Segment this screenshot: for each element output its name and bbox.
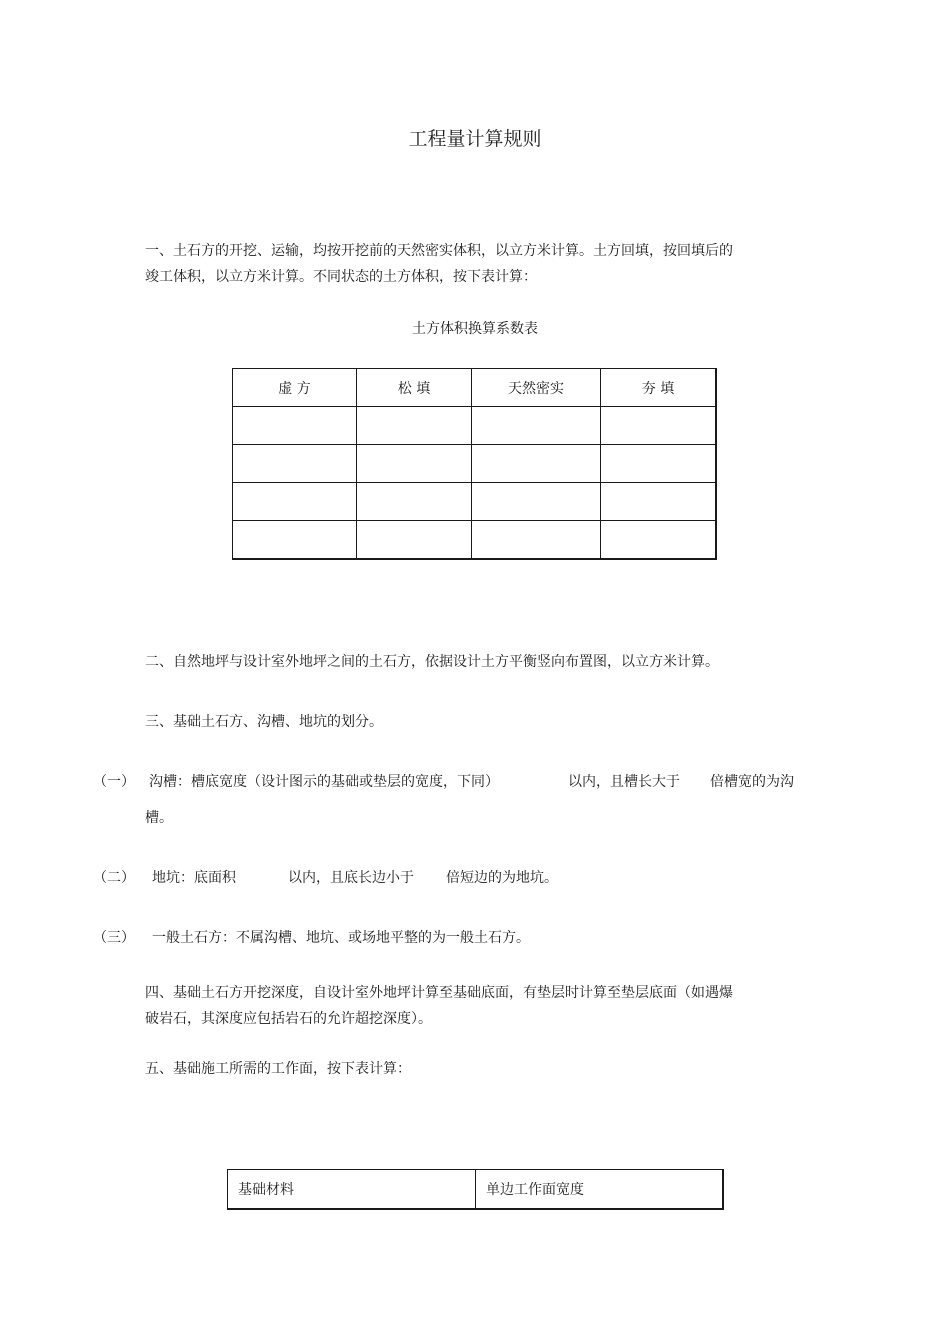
- item-1-text-a: 沟槽：槽底宽度（设计图示的基础或垫层的宽度，下同）: [149, 774, 499, 790]
- section-4-line-1: 四、基础土石方开挖深度，自设计室外地坪计算至基础底面，有垫层时计算至垫层底面（如遇爆: [145, 985, 733, 1001]
- item-2-text-b: 以内，且底长边小于: [288, 870, 414, 886]
- table-row: [233, 521, 717, 560]
- table-cell: [233, 407, 357, 445]
- item-1-text-b: 以内，且槽长大于: [568, 774, 680, 790]
- section-2: 二、自然地坪与设计室外地坪之间的土石方，依据设计土方平衡竖向布置图，以立方米计算。: [145, 654, 719, 670]
- table-header-cell: 松 填: [357, 369, 472, 407]
- item-2-text-c: 倍短边的为地坑。: [446, 870, 558, 886]
- section-5: 五、基础施工所需的工作面，按下表计算：: [145, 1061, 411, 1077]
- table-header-cell: 单边工作面宽度: [476, 1170, 724, 1210]
- table-cell: [472, 483, 601, 521]
- item-1-text-c: 倍槽宽的为沟: [710, 774, 794, 790]
- item-3-number: （三）: [93, 930, 135, 946]
- table-row: [233, 445, 717, 483]
- table-header-cell: 夯 填: [601, 369, 717, 407]
- section-1-line-2: 竣工体积，以立方米计算。不同状态的土方体积，按下表计算：: [145, 269, 537, 285]
- table-cell: [601, 445, 717, 483]
- soil-volume-conversion-table: [232, 368, 717, 560]
- item-1-text-d: 槽。: [145, 810, 173, 826]
- item-2-text-a: 地坑：底面积: [152, 870, 236, 886]
- table-cell: [472, 521, 601, 560]
- table-row: [233, 483, 717, 521]
- table-cell: [357, 483, 472, 521]
- item-3-text: 一般土石方：不属沟槽、地坑、或场地平整的为一般土石方。: [152, 930, 530, 946]
- table-cell: [357, 521, 472, 560]
- section-1-line-1: 一、土石方的开挖、运输，均按开挖前的天然密实体积，以立方米计算。土方回填，按回填后的: [145, 243, 733, 259]
- table-cell: [233, 483, 357, 521]
- table-header-row: [233, 369, 717, 407]
- table-header-row: [228, 1170, 724, 1210]
- table-row: [233, 407, 717, 445]
- table-cell: [472, 445, 601, 483]
- table-cell: [601, 521, 717, 560]
- section-3: 三、基础土石方、沟槽、地坑的划分。: [145, 714, 383, 730]
- table-cell: [233, 521, 357, 560]
- table-cell: [601, 407, 717, 445]
- table-cell: [233, 445, 357, 483]
- item-2-number: （二）: [93, 870, 135, 886]
- table-cell: [601, 483, 717, 521]
- table-header-cell: 虚 方: [233, 369, 357, 407]
- page-title: 工程量计算规则: [408, 128, 542, 150]
- table-header-cell: 天然密实: [472, 369, 601, 407]
- table-cell: [472, 407, 601, 445]
- work-surface-table: [227, 1169, 724, 1210]
- table-cell: [357, 407, 472, 445]
- table-header-cell: 基础材料: [228, 1170, 476, 1210]
- table-cell: [357, 445, 472, 483]
- item-1-number: （一）: [93, 774, 135, 790]
- section-4-line-2: 破岩石，其深度应包括岩石的允许超挖深度）。: [145, 1011, 432, 1027]
- table-1-caption: 土方体积换算系数表: [412, 321, 538, 337]
